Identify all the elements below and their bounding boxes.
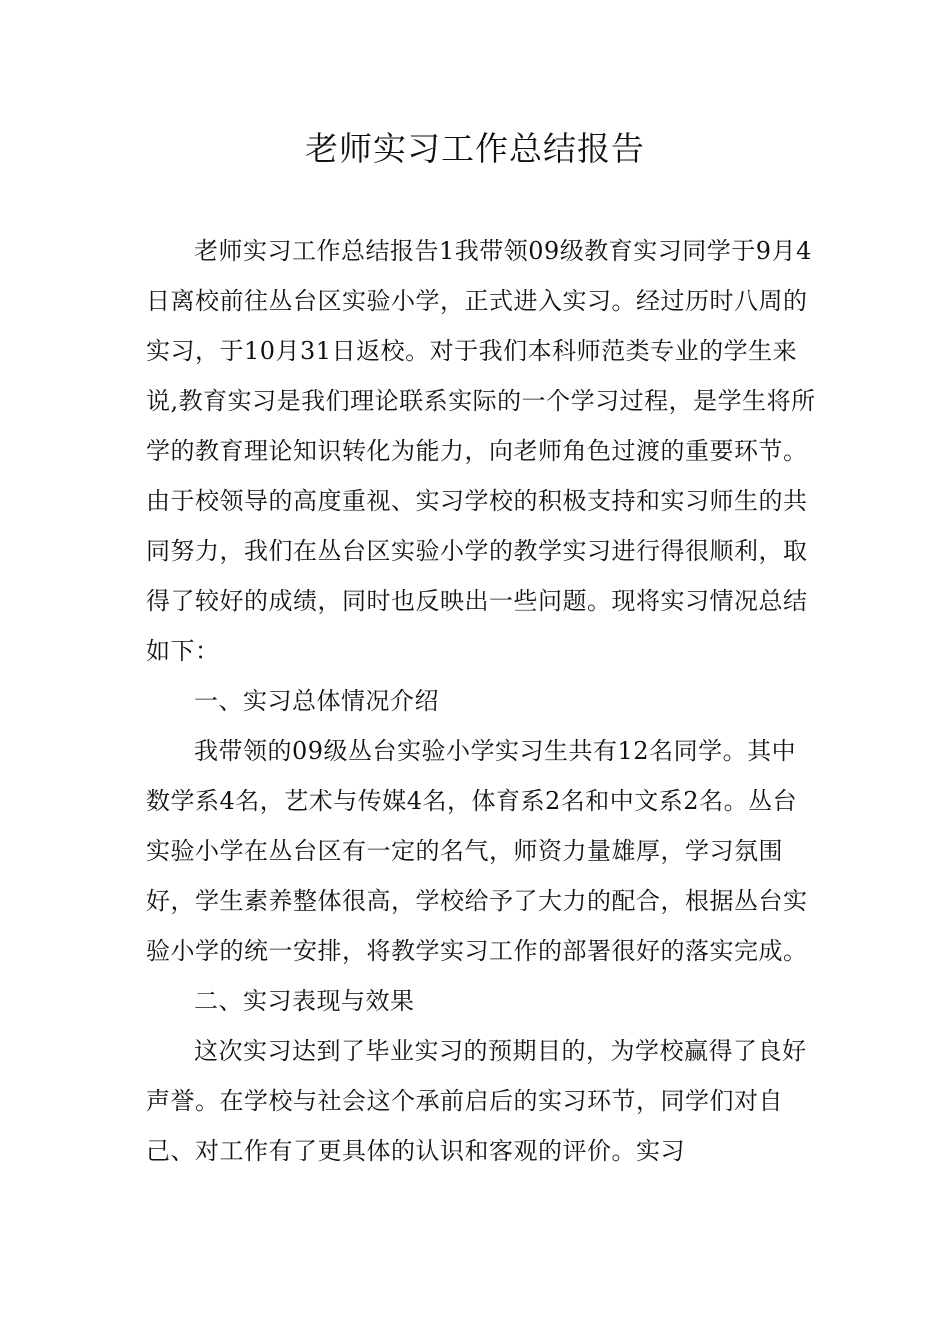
section-heading-performance: 二、实习表现与效果 bbox=[194, 987, 415, 1015]
document-body bbox=[146, 226, 816, 1176]
paragraph-performance: 这次实习达到了毕业实习的预期目的，为学校赢得了良好声誉。在学校与社会这个承前启后的实习环节，同学们对自己、对工作有了更具体的认识和客观的评价。实习 bbox=[146, 1037, 807, 1165]
paragraph-intro: 老师实习工作总结报告1我带领09级教育实习同学于9月4日离校前往丛台区实验小学，正式进入实习。经过历时八周的实习，于10月31日返校。对于我们本科师范类专业的学生来说,教育实习是我们理论联系实际的一个学习过程，是学生将所学的教育理论知识转化为能力，向老师角色过渡的重要环节。由于校领导的高度重视、实习学校的积极支持和实习师生的共同努力，我们在丛台区实验小学的教学实习进行得很顺利，取得了较好的成绩，同时也反映出一些问题。现将实习情况总结如下： bbox=[146, 237, 816, 665]
paragraph-overview: 我带领的09级丛台实验小学实习生共有12名同学。其中数学系4名，艺术与传媒4名，体育系2名和中文系2名。丛台实验小学在丛台区有一定的名气，师资力量雄厚，学习氛围好，学生素养整体很高，学校给予了大力的配合，根据丛台实验小学的统一安排，将教学实习工作的部署很好的落实完成。 bbox=[146, 737, 808, 965]
document-title: 老师实习工作总结报告 bbox=[305, 129, 645, 168]
section-heading-overview: 一、实习总体情况介绍 bbox=[194, 687, 439, 715]
